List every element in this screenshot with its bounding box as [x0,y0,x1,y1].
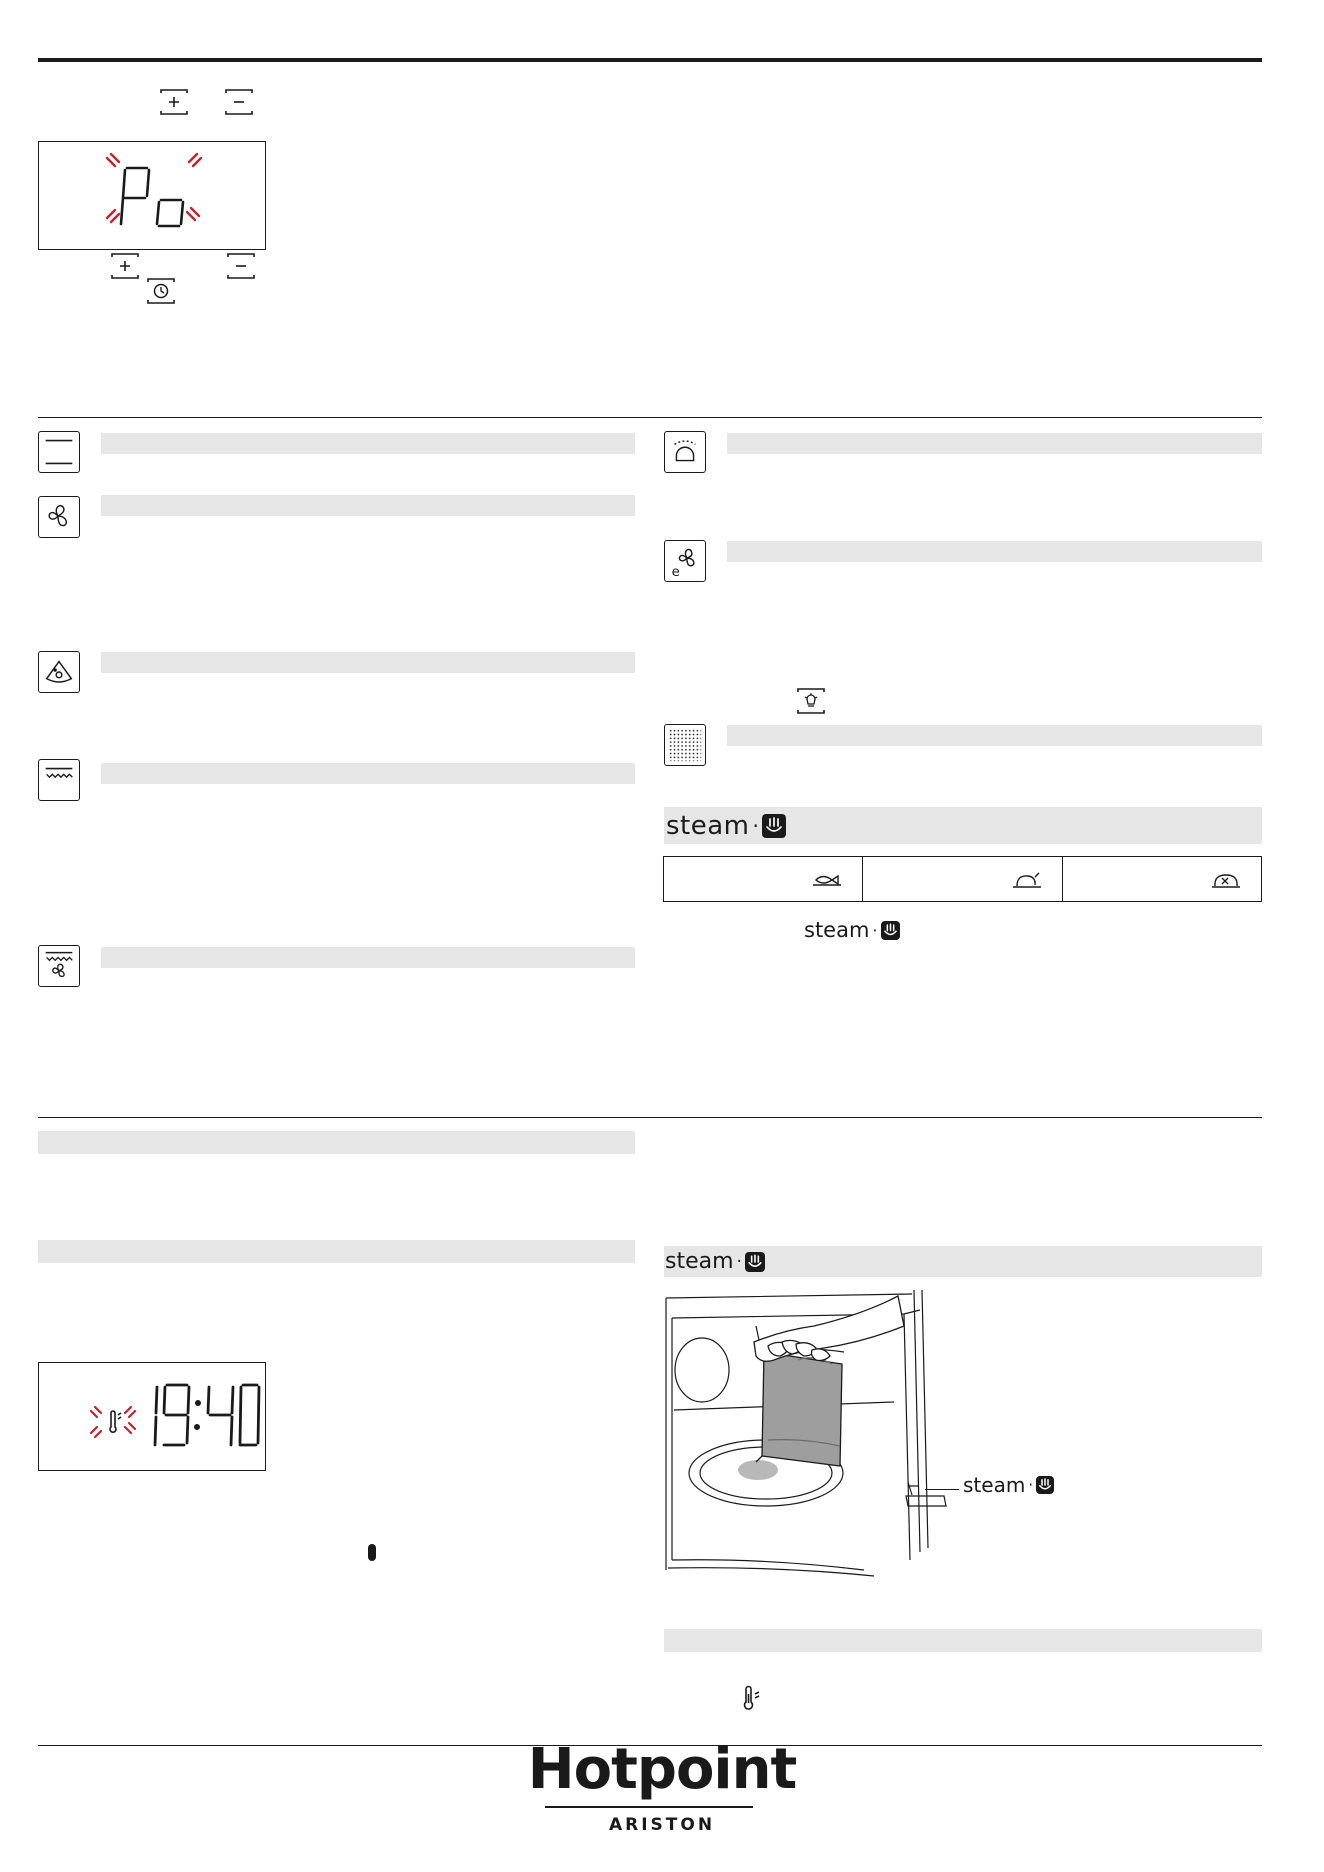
section-bar [727,541,1262,562]
section-bar [38,1240,635,1263]
po-display-segments [39,142,265,249]
section-bar [38,1131,635,1154]
section-bar [101,652,635,673]
plus-key-icon [160,89,188,115]
clock-display-segments [39,1363,265,1470]
minus-key-icon [227,253,255,279]
steam-logo: steam · [666,807,786,844]
bread-icon [1209,869,1243,891]
steam-drop-icon [762,814,786,838]
fan-function-icon [38,496,80,538]
steam-logo: steam · [665,1246,765,1277]
section-bar [101,947,635,968]
section-bar [664,1629,1262,1652]
steam-logo-text: steam [665,1249,734,1274]
eco-fan-function-icon [664,540,706,582]
steam-logo-callout: steam · [963,1472,1054,1498]
section-divider [38,1117,1262,1118]
plus-key-icon [111,253,139,279]
thermometer-icon [740,1685,764,1711]
steam-table-cell-poultry [863,857,1062,901]
grill-function-icon [38,759,80,801]
steam-logo-text: steam [666,810,750,841]
clock-display [38,1362,266,1471]
oven-steam-illustration [664,1290,956,1578]
clock-key-icon [147,278,175,304]
brand-name: Hotpoint [527,1737,797,1802]
section-bar [727,725,1262,746]
grill-fan-function-icon [38,945,80,987]
bottom-heat-function-icon [664,431,706,473]
section-bar [101,763,635,784]
lamp-key-icon [797,688,825,714]
steam-table-cell-bread [1063,857,1261,901]
fish-icon [810,869,844,891]
brand-sub: ARISTON [608,1815,716,1835]
steam-drop-icon [881,921,900,940]
pizza-function-icon [38,651,80,693]
steam-table-cell-fish [664,857,863,901]
steam-logo-text: steam [963,1473,1026,1497]
steam-callout-line [925,1489,959,1490]
warming-function-icon [664,724,706,766]
steam-recipe-table [663,856,1262,902]
brand-underline [545,1806,753,1808]
steam-drop-icon [1036,1476,1054,1494]
section-bar [727,433,1262,454]
svg-text:e: e [671,565,680,581]
po-display [38,141,266,250]
top-rule [38,58,1262,62]
indicator-pill-icon [368,1544,376,1561]
steam-drop-icon [745,1252,765,1272]
minus-key-icon [225,89,253,115]
section-divider [38,417,1262,418]
conventional-function-icon [38,431,80,473]
steam-logo-inline: steam · [804,917,900,943]
section-bar [101,495,635,516]
steam-logo-text: steam [804,918,870,942]
poultry-icon [1010,869,1044,891]
section-bar [101,433,635,454]
